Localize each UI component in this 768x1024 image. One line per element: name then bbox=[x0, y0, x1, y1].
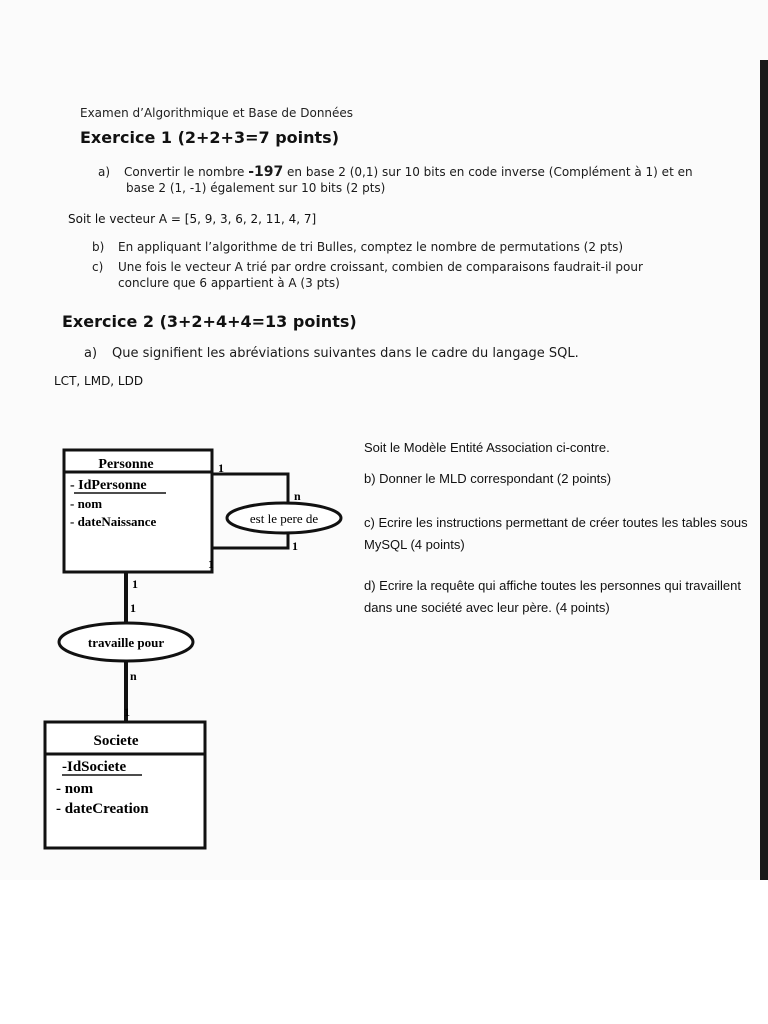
cardinality-pere-top-entity: 1 bbox=[218, 461, 224, 475]
exam-header: Examen d’Algorithmique et Base de Données bbox=[80, 106, 354, 120]
question-marker: b) bbox=[92, 240, 105, 254]
entity-societe-key: -IdSociete bbox=[62, 759, 127, 775]
relation-travaille-pour-label: travaille pour bbox=[87, 635, 165, 650]
entity-personne-name: Personne bbox=[98, 457, 154, 472]
exercise2-question-a bbox=[84, 346, 579, 361]
model-intro: Soit le Modèle Entité Association ci-contre. bbox=[364, 440, 610, 455]
relation-est-le-pere-de bbox=[227, 503, 341, 533]
question-marker: a) bbox=[98, 165, 111, 179]
cardinality-pere-bottom-entity: 1 bbox=[208, 557, 214, 571]
entity-personne-attr-datenaissance: - dateNaissance bbox=[70, 514, 157, 529]
cardinality-travaille-rel-top: 1 bbox=[130, 601, 136, 615]
entity-societe-attr-datecreation: - dateCreation bbox=[56, 801, 149, 817]
exercise1-question-c bbox=[92, 259, 712, 291]
question-c-create-tables: c) Ecrire les instructions permettant de créer toutes les tables sous MySQL (4 points) bbox=[364, 515, 748, 552]
cardinality-travaille-entity: 1 bbox=[132, 577, 138, 591]
cardinality-pere-top-rel: n bbox=[294, 489, 301, 503]
cardinality-travaille-rel-bottom: n bbox=[130, 669, 137, 683]
question-b-text: En appliquant l’algorithme de tri Bulles, comptez le nombre de permutations (2 pts) bbox=[118, 240, 624, 254]
er-diagram bbox=[0, 430, 360, 860]
entity-societe bbox=[45, 722, 205, 848]
cardinality-travaille-societe: 1 bbox=[124, 705, 130, 719]
page-edge-shadow bbox=[760, 60, 768, 880]
sql-abbreviations: LCT, LMD, LDD bbox=[54, 374, 144, 388]
exercise1-question-a bbox=[98, 164, 718, 196]
question-c-line2: conclure que 6 appartient à A (3 pts) bbox=[118, 276, 340, 290]
question-a-text-end: en base 2 (0,1) sur 10 bits en code inverse (Complément à 1) et en bbox=[283, 165, 693, 179]
exercise1-question-b bbox=[92, 240, 623, 254]
vector-definition: Soit le vecteur A = [5, 9, 3, 6, 2, 11, 4, 7] bbox=[68, 212, 317, 226]
cardinality-pere-bottom-rel: 1 bbox=[292, 539, 298, 553]
entity-societe-attr-nom: - nom bbox=[56, 781, 94, 797]
entity-personne bbox=[64, 450, 212, 572]
entity-personne-attr-nom: - nom bbox=[70, 496, 103, 511]
relation-travaille-pour bbox=[59, 623, 193, 661]
relation-est-le-pere-de-label: est le pere de bbox=[249, 511, 319, 526]
exercise2-title: Exercice 2 (3+2+4+4=13 points) bbox=[62, 312, 357, 331]
question-marker: a) bbox=[84, 346, 98, 361]
exercise1-title: Exercice 1 (2+2+3=7 points) bbox=[80, 128, 340, 147]
question-a2-text: Que signifient les abréviations suivantes dans le cadre du langage SQL. bbox=[112, 346, 579, 361]
question-d-query: d) Ecrire la requête qui affiche toutes les personnes qui travaillent dans une société avec leur père. (4 points) bbox=[364, 578, 741, 615]
entity-personne-key: - IdPersonne bbox=[70, 478, 147, 493]
question-a-line2: base 2 (1, -1) également sur 10 bits (2 pts) bbox=[126, 181, 386, 195]
number-to-convert: -197 bbox=[248, 164, 284, 180]
question-c-line1: Une fois le vecteur A trié par ordre croissant, combien de comparaisons faudrait-il pour bbox=[118, 260, 643, 274]
question-marker: c) bbox=[92, 260, 104, 274]
entity-societe-name: Societe bbox=[93, 733, 139, 749]
question-a-text-start: Convertir le nombre bbox=[124, 165, 249, 179]
question-b-mld: b) Donner le MLD correspondant (2 points) bbox=[364, 471, 612, 486]
